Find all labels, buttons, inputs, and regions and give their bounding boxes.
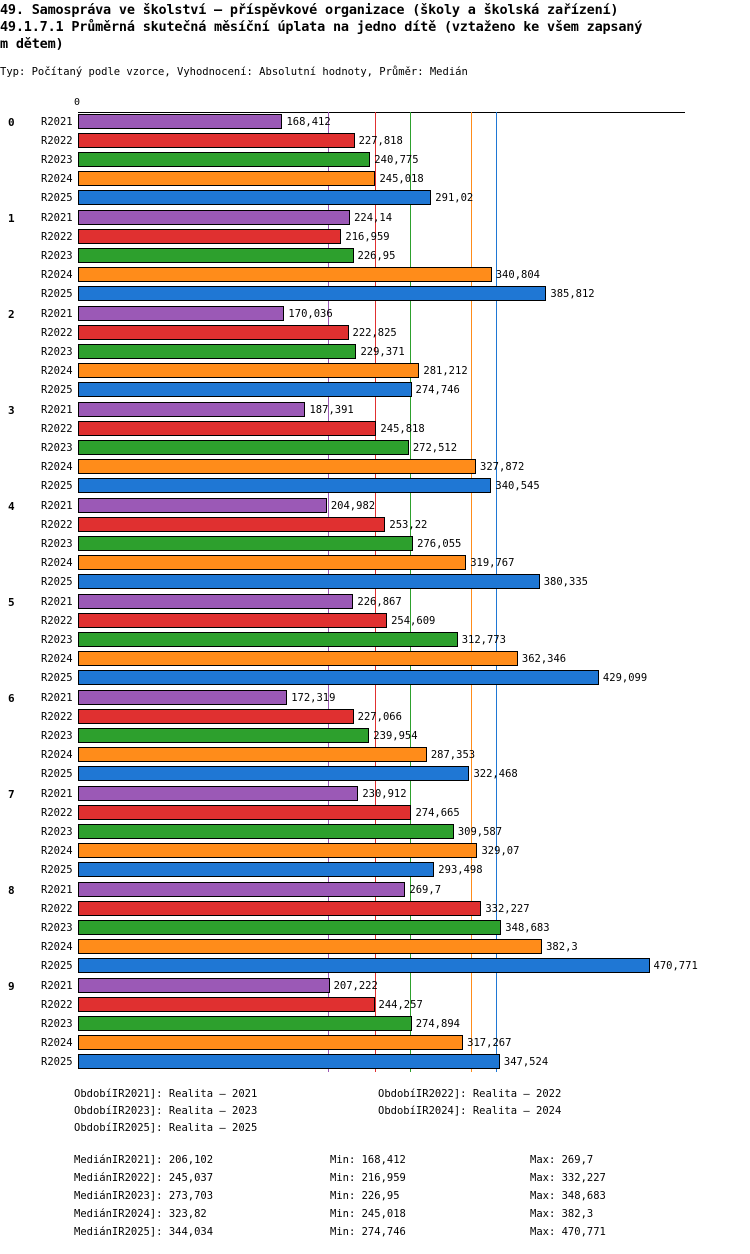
bar-R2025[interactable] — [78, 574, 540, 589]
bar-R2025[interactable] — [78, 478, 491, 493]
bar-R2021[interactable] — [78, 210, 350, 225]
series-label: R2025 — [41, 288, 73, 300]
stat-max: Max: 332,227 — [530, 1172, 606, 1184]
legend-entry: ObdobíIR2022]: Realita – 2022 — [378, 1088, 562, 1100]
bar-value-label: 340,804 — [495, 269, 540, 281]
series-label: R2023 — [41, 346, 73, 358]
chart-row — [0, 611, 750, 630]
bar-R2021[interactable] — [78, 306, 284, 321]
chart-row — [0, 476, 750, 495]
chart-row — [0, 726, 750, 745]
bar-value-label: 226,867 — [357, 596, 402, 608]
series-label: R2024 — [41, 365, 73, 377]
series-label: R2024 — [41, 269, 73, 281]
chart-row — [0, 150, 750, 169]
chart-row — [0, 784, 750, 803]
bar-R2025[interactable] — [78, 1054, 500, 1069]
bar-value-label: 317,267 — [467, 1037, 512, 1049]
bar-value-label: 340,545 — [495, 480, 540, 492]
bar-value-label: 207,222 — [333, 980, 378, 992]
chart-row — [0, 976, 750, 995]
chart-row — [0, 918, 750, 937]
chart-row — [0, 227, 750, 246]
bar-value-label: 274,894 — [415, 1018, 460, 1030]
bar-value-label: 380,335 — [543, 576, 588, 588]
chart-row — [0, 553, 750, 572]
bar-group — [0, 400, 750, 495]
chart-row — [0, 304, 750, 323]
bar-value-label: 240,775 — [374, 154, 419, 166]
series-label: R2022 — [41, 903, 73, 915]
bar-R2024[interactable] — [78, 267, 492, 282]
chart-row — [0, 534, 750, 553]
bar-value-label: 230,912 — [362, 788, 407, 800]
series-label: R2025 — [41, 192, 73, 204]
bar-value-label: 470,771 — [653, 960, 698, 972]
bar-R2021[interactable] — [78, 594, 353, 609]
bar-R2022[interactable] — [78, 517, 385, 532]
bar-value-label: 281,212 — [423, 365, 468, 377]
bar-value-label: 272,512 — [412, 442, 458, 454]
bar-R2025[interactable] — [78, 382, 412, 397]
chart-row — [0, 438, 750, 457]
bar-value-label: 382,3 — [546, 941, 578, 953]
series-label: R2021 — [41, 884, 73, 896]
bar-value-label: 274,746 — [415, 384, 460, 396]
chart-row — [0, 515, 750, 534]
statistics-row — [0, 1190, 750, 1208]
series-label: R2025 — [41, 960, 73, 972]
bar-value-label: 347,524 — [503, 1056, 549, 1068]
bar-R2024[interactable] — [78, 939, 542, 954]
series-label: R2024 — [41, 557, 73, 569]
series-label: R2023 — [41, 442, 73, 454]
stat-min: Min: 274,746 — [330, 1226, 406, 1238]
chart-row — [0, 880, 750, 899]
chart-row — [0, 457, 750, 476]
series-label: R2023 — [41, 538, 73, 550]
series-label: R2021 — [41, 692, 73, 704]
bar-value-label: 329,07 — [481, 845, 520, 857]
bar-value-label: 309,587 — [457, 826, 503, 838]
legend-row — [0, 1088, 750, 1105]
series-label: R2025 — [41, 864, 73, 876]
bar-value-label: 269,7 — [409, 884, 442, 896]
series-label: R2021 — [41, 212, 73, 224]
chart-row — [0, 1052, 750, 1071]
stat-min: Min: 168,412 — [330, 1154, 406, 1166]
bar-R2023[interactable] — [78, 344, 356, 359]
bar-value-label: 348,683 — [505, 922, 550, 934]
group-label: 1 — [8, 212, 15, 225]
bar-R2025[interactable] — [78, 190, 431, 205]
stat-median: MediánIR2025]: 344,034 — [74, 1226, 214, 1238]
bar-R2023[interactable] — [78, 152, 370, 167]
legend-entry: ObdobíIR2023]: Realita – 2023 — [74, 1105, 258, 1117]
legend-entry: ObdobíIR2024]: Realita – 2024 — [378, 1105, 562, 1117]
series-label: R2025 — [41, 384, 73, 396]
series-label: R2024 — [41, 173, 73, 185]
chart-row — [0, 1014, 750, 1033]
bar-group — [0, 688, 750, 783]
chart-row — [0, 630, 750, 649]
series-label: R2025 — [41, 576, 73, 588]
bar-value-label: 170,036 — [288, 308, 333, 320]
bar-R2023[interactable] — [78, 632, 458, 647]
bar-value-label: 227,818 — [358, 135, 403, 147]
bar-value-label: 293,498 — [438, 864, 483, 876]
chart-subtitle: Typ: Počítaný podle vzorce, Vyhodnocení: Absolutní hodnoty, Průměr: Medián — [0, 66, 468, 78]
bar-R2022[interactable] — [78, 421, 376, 436]
chart-row — [0, 380, 750, 399]
page-title-line-2: 49.1.7.1 Průměrná skutečná měsíční úplata na jedno dítě (vztaženo ke všem zapsaný — [0, 19, 643, 35]
bar-R2023[interactable] — [78, 1016, 412, 1031]
series-label: R2023 — [41, 922, 73, 934]
bar-R2024[interactable] — [78, 747, 427, 762]
bar-value-label: 172,319 — [291, 692, 336, 704]
series-label: R2022 — [41, 231, 73, 243]
chart-row — [0, 496, 750, 515]
bar-value-label: 274,665 — [415, 807, 460, 819]
bar-R2021[interactable] — [78, 690, 287, 705]
stat-median: MediánIR2023]: 273,703 — [74, 1190, 214, 1202]
bar-value-label: 222,825 — [352, 327, 397, 339]
bar-R2024[interactable] — [78, 1035, 463, 1050]
page-title-line-3: m dětem) — [0, 36, 64, 52]
chart-row — [0, 284, 750, 303]
group-label: 9 — [8, 980, 15, 993]
bar-R2025[interactable] — [78, 766, 469, 781]
series-label: R2022 — [41, 423, 73, 435]
statistics-row — [0, 1208, 750, 1226]
bar-R2023[interactable] — [78, 824, 454, 839]
chart-row — [0, 764, 750, 783]
stat-max: Max: 382,3 — [530, 1208, 594, 1220]
legend-row — [0, 1105, 750, 1122]
bar-R2022[interactable] — [78, 805, 411, 820]
chart-statistics — [0, 1154, 750, 1244]
chart-row — [0, 188, 750, 207]
bar-R2024[interactable] — [78, 363, 419, 378]
statistics-row — [0, 1154, 750, 1172]
series-label: R2024 — [41, 749, 73, 761]
bar-value-label: 332,227 — [485, 903, 530, 915]
bar-value-label: 362,346 — [521, 653, 567, 665]
chart-row — [0, 265, 750, 284]
chart-row — [0, 323, 750, 342]
bar-R2021[interactable] — [78, 498, 327, 513]
chart-legend — [0, 1088, 750, 1139]
bar-group — [0, 304, 750, 399]
bar-value-label: 254,609 — [391, 615, 436, 627]
bar-group — [0, 592, 750, 687]
chart-row — [0, 995, 750, 1014]
bar-R2021[interactable] — [78, 114, 282, 129]
chart-row — [0, 169, 750, 188]
bar-R2022[interactable] — [78, 325, 349, 340]
chart-row — [0, 1033, 750, 1052]
stat-median: MediánIR2024]: 323,82 — [74, 1208, 207, 1220]
stat-min: Min: 226,95 — [330, 1190, 400, 1202]
bar-value-label: 229,371 — [360, 346, 405, 358]
chart-row — [0, 649, 750, 668]
chart-row — [0, 112, 750, 131]
bar-value-label: 204,982 — [330, 500, 376, 512]
stat-max: Max: 470,771 — [530, 1226, 606, 1238]
bar-value-label: 319,767 — [470, 557, 515, 569]
bar-value-label: 187,391 — [309, 404, 354, 416]
series-label: R2022 — [41, 135, 73, 147]
chart-row — [0, 246, 750, 265]
bar-R2024[interactable] — [78, 843, 477, 858]
bar-value-label: 168,412 — [286, 116, 331, 128]
series-label: R2021 — [41, 308, 73, 320]
series-label: R2021 — [41, 116, 73, 128]
chart-row — [0, 208, 750, 227]
stat-max: Max: 269,7 — [530, 1154, 594, 1166]
bar-group — [0, 976, 750, 1071]
series-label: R2021 — [41, 980, 73, 992]
bar-value-label: 429,099 — [602, 672, 648, 684]
series-label: R2023 — [41, 826, 73, 838]
stat-min: Min: 245,018 — [330, 1208, 406, 1220]
series-label: R2024 — [41, 653, 73, 665]
series-label: R2023 — [41, 634, 73, 646]
series-label: R2023 — [41, 730, 73, 742]
bar-R2024[interactable] — [78, 171, 375, 186]
series-label: R2022 — [41, 615, 73, 627]
bar-R2023[interactable] — [78, 536, 413, 551]
bar-R2021[interactable] — [78, 978, 330, 993]
series-label: R2021 — [41, 596, 73, 608]
group-label: 2 — [8, 308, 15, 321]
legend-entry: ObdobíIR2021]: Realita – 2021 — [74, 1088, 258, 1100]
bar-R2021[interactable] — [78, 402, 305, 417]
bar-group — [0, 208, 750, 303]
group-label: 4 — [8, 500, 15, 513]
bar-value-label: 239,954 — [373, 730, 418, 742]
chart-title-block — [0, 2, 750, 53]
group-label: 3 — [8, 404, 15, 417]
bar-R2021[interactable] — [78, 786, 358, 801]
chart-row — [0, 419, 750, 438]
chart-row — [0, 361, 750, 380]
bar-R2022[interactable] — [78, 709, 354, 724]
stat-median: MediánIR2022]: 245,037 — [74, 1172, 214, 1184]
series-label: R2023 — [41, 250, 73, 262]
series-label: R2025 — [41, 768, 73, 780]
bar-R2022[interactable] — [78, 133, 355, 148]
series-label: R2022 — [41, 711, 73, 723]
chart-row — [0, 572, 750, 591]
series-label: R2022 — [41, 999, 73, 1011]
series-label: R2025 — [41, 1056, 73, 1068]
axis-zero-label: 0 — [74, 97, 81, 108]
bar-group — [0, 784, 750, 879]
series-label: R2021 — [41, 788, 73, 800]
legend-row — [0, 1122, 750, 1139]
bar-R2023[interactable] — [78, 728, 369, 743]
bar-group — [0, 496, 750, 591]
chart-row — [0, 668, 750, 687]
bar-R2021[interactable] — [78, 882, 405, 897]
bar-R2023[interactable] — [78, 920, 501, 935]
bar-R2022[interactable] — [78, 229, 341, 244]
bar-value-label: 245,018 — [379, 173, 424, 185]
bar-value-label: 291,02 — [435, 192, 474, 204]
bar-R2022[interactable] — [78, 997, 375, 1012]
bar-value-label: 244,257 — [378, 999, 423, 1011]
bar-R2025[interactable] — [78, 862, 434, 877]
series-label: R2021 — [41, 500, 73, 512]
bar-value-label: 245,818 — [380, 423, 425, 435]
chart-row — [0, 803, 750, 822]
bar-value-label: 276,055 — [417, 538, 462, 550]
chart-row — [0, 841, 750, 860]
bar-value-label: 227,066 — [357, 711, 402, 723]
chart-row — [0, 592, 750, 611]
bar-R2024[interactable] — [78, 651, 518, 666]
chart-row — [0, 937, 750, 956]
chart-row — [0, 745, 750, 764]
series-label: R2025 — [41, 672, 73, 684]
series-label: R2025 — [41, 480, 73, 492]
bar-group — [0, 112, 750, 207]
bar-R2022[interactable] — [78, 901, 481, 916]
chart-row — [0, 342, 750, 361]
bar-value-label: 226,95 — [357, 250, 396, 262]
stat-median: MediánIR2021]: 206,102 — [74, 1154, 214, 1166]
legend-entry: ObdobíIR2025]: Realita – 2025 — [74, 1122, 258, 1134]
group-label: 0 — [8, 116, 15, 129]
chart-row — [0, 707, 750, 726]
series-label: R2022 — [41, 327, 73, 339]
stat-min: Min: 216,959 — [330, 1172, 406, 1184]
group-label: 7 — [8, 788, 15, 801]
series-label: R2023 — [41, 1018, 73, 1030]
statistics-row — [0, 1172, 750, 1190]
series-label: R2024 — [41, 845, 73, 857]
series-label: R2024 — [41, 941, 73, 953]
series-label: R2023 — [41, 154, 73, 166]
chart-row — [0, 899, 750, 918]
group-label: 8 — [8, 884, 15, 897]
page-title-line-1: 49. Samospráva ve školství – příspěvkové organizace (školy a školská zařízení) — [0, 2, 619, 18]
series-label: R2022 — [41, 519, 73, 531]
chart-row — [0, 822, 750, 841]
bar-R2025[interactable] — [78, 670, 599, 685]
bar-R2025[interactable] — [78, 958, 650, 973]
bar-value-label: 385,812 — [550, 288, 595, 300]
bar-value-label: 322,468 — [473, 768, 518, 780]
chart-row — [0, 956, 750, 975]
bar-R2024[interactable] — [78, 555, 466, 570]
bar-value-label: 327,872 — [480, 461, 525, 473]
bar-R2023[interactable] — [78, 440, 409, 455]
group-label: 6 — [8, 692, 15, 705]
stat-max: Max: 348,683 — [530, 1190, 606, 1202]
group-label: 5 — [8, 596, 15, 609]
series-label: R2021 — [41, 404, 73, 416]
bar-R2022[interactable] — [78, 613, 387, 628]
bar-group — [0, 880, 750, 975]
series-label: R2022 — [41, 807, 73, 819]
series-label: R2024 — [41, 1037, 73, 1049]
bar-value-label: 312,773 — [461, 634, 506, 646]
series-label: R2024 — [41, 461, 73, 473]
chart-row — [0, 688, 750, 707]
bar-value-label: 287,353 — [430, 749, 476, 761]
bar-R2023[interactable] — [78, 248, 354, 263]
bar-R2024[interactable] — [78, 459, 476, 474]
bar-value-label: 253,22 — [389, 519, 428, 531]
chart-row — [0, 131, 750, 150]
bar-value-label: 224,14 — [354, 212, 393, 224]
chart-row — [0, 400, 750, 419]
bar-R2025[interactable] — [78, 286, 546, 301]
bar-value-label: 216,959 — [345, 231, 390, 243]
statistics-row — [0, 1226, 750, 1244]
chart-row — [0, 860, 750, 879]
